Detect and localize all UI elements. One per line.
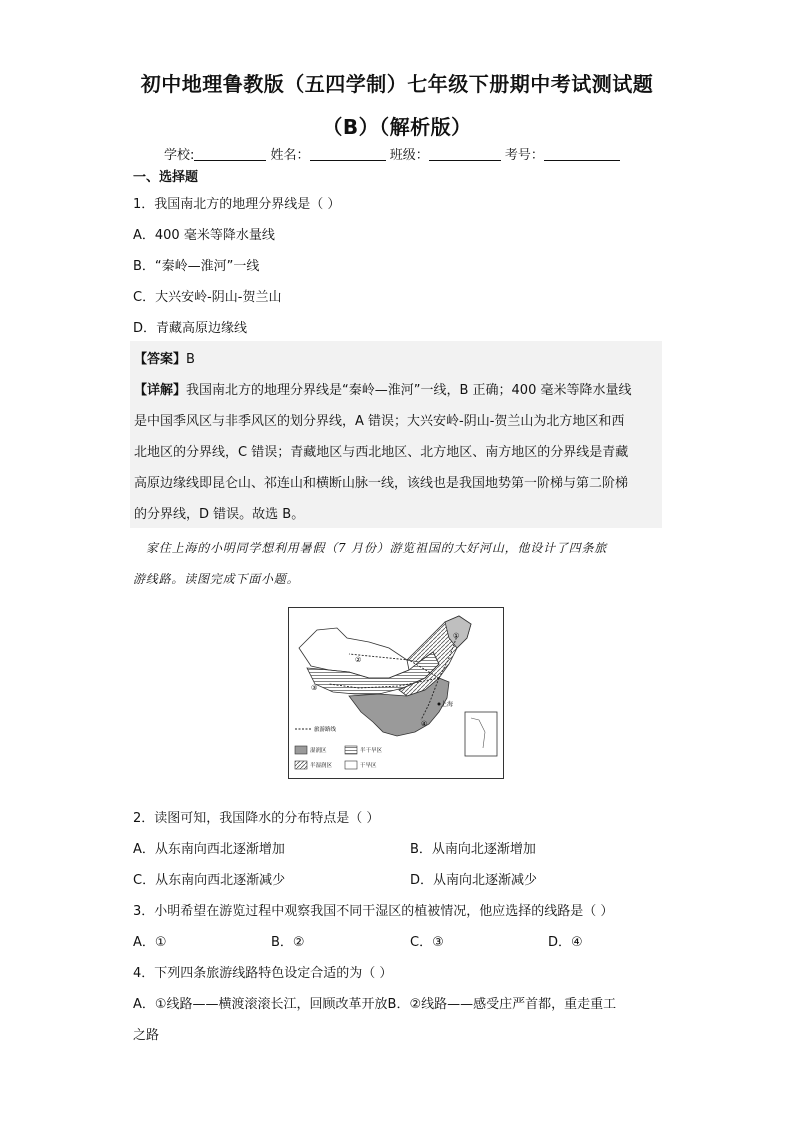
q1-detail-line-3: 北地区的分界线，C 错误；青藏地区与西北地区、北方地区、南方地区的分界线是青藏 bbox=[134, 445, 629, 460]
class-label: 班级： bbox=[389, 148, 429, 163]
q2-option-a: A．从东南向西北逐渐增加 bbox=[133, 842, 285, 857]
q2-stem: 2．读图可知，我国降水的分布特点是（ ） bbox=[133, 811, 380, 826]
q1-detail-line-1 bbox=[134, 379, 631, 398]
legend-semiarid-swatch bbox=[345, 746, 357, 754]
q1-detail-line-4: 高原边缘线即昆仑山、祁连山和横断山脉一线，该线也是我国地势第一阶梯与第二阶梯 bbox=[134, 476, 629, 491]
q2-option-d: D．从南向北逐渐减少 bbox=[410, 873, 538, 888]
q3-option-b: B．② bbox=[271, 935, 305, 950]
route-marker-1: ① bbox=[453, 632, 460, 640]
china-dry-wet-map bbox=[288, 607, 504, 779]
shanghai-dot bbox=[438, 703, 441, 706]
q3-option-d: D．④ bbox=[548, 935, 583, 950]
document-title: 初中地理鲁教版（五四学制）七年级下册期中考试测试题 bbox=[140, 72, 654, 96]
route-marker-4: ④ bbox=[421, 720, 428, 728]
school-blank[interactable] bbox=[194, 148, 266, 161]
city-label-shanghai: 上海 bbox=[441, 701, 454, 708]
south-sea-inset bbox=[465, 712, 497, 756]
legend-humid-swatch bbox=[295, 746, 307, 754]
name-label: 姓名： bbox=[270, 148, 310, 163]
map-svg bbox=[289, 608, 503, 778]
section-heading: 一、选择题 bbox=[133, 170, 199, 185]
route-marker-3: ③ bbox=[311, 684, 318, 692]
q4-options-line-2: 之路 bbox=[133, 1028, 160, 1043]
exam-no-blank[interactable] bbox=[544, 148, 620, 161]
material-line-1: 家住上海的小明同学想利用暑假（7 月份）游览祖国的大好河山，他设计了四条旅 bbox=[146, 541, 608, 555]
q3-stem: 3．小明希望在游览过程中观察我国不同干湿区的植被情况，他应选择的线路是（ ） bbox=[133, 904, 614, 919]
q1-stem: 1．我国南北方的地理分界线是（ ） bbox=[133, 197, 341, 212]
answer-tag: 【答案】 bbox=[134, 352, 187, 367]
legend-humid-label: 湿润区 bbox=[310, 748, 327, 754]
answer-value: B bbox=[186, 352, 195, 367]
class-blank[interactable] bbox=[429, 148, 501, 161]
legend-route-label: 旅游路线 bbox=[314, 727, 337, 733]
detail-text-1: 我国南北方的地理分界线是“秦岭—淮河”一线，B 正确；400 毫米等降水量线 bbox=[186, 383, 632, 398]
legend-semiarid-label: 半干旱区 bbox=[360, 748, 383, 754]
name-blank[interactable] bbox=[310, 148, 386, 161]
legend-arid-label: 干旱区 bbox=[360, 763, 377, 769]
material-line-2: 游线路。读图完成下面小题。 bbox=[133, 572, 300, 586]
detail-tag: 【详解】 bbox=[134, 383, 187, 398]
q1-detail-line-5: 的分界线，D 错误。故选 B。 bbox=[134, 507, 305, 522]
q2-option-c: C．从东南向西北逐渐减少 bbox=[133, 873, 286, 888]
q1-option-c: C．大兴安岭-阴山-贺兰山 bbox=[133, 290, 282, 305]
q1-option-d: D．青藏高原边缘线 bbox=[133, 321, 248, 336]
q1-detail-line-2: 是中国季风区与非季风区的划分界线，A 错误；大兴安岭-阴山-贺兰山为北方地区和西 bbox=[134, 414, 625, 429]
q4-stem: 4．下列四条旅游线路特色设定合适的为（ ） bbox=[133, 966, 393, 981]
legend-semihumid-swatch bbox=[295, 761, 307, 769]
route-marker-2: ② bbox=[355, 656, 362, 664]
q1-answer-box bbox=[130, 341, 662, 528]
q3-option-c: C．③ bbox=[410, 935, 444, 950]
q3-option-a: A．① bbox=[133, 935, 167, 950]
q1-option-a: A．400 毫米等降水量线 bbox=[133, 228, 275, 243]
school-label: 学校: bbox=[164, 148, 195, 163]
q1-option-b: B．“秦岭—淮河”一线 bbox=[133, 259, 260, 274]
student-info-row bbox=[164, 144, 620, 163]
legend-semihumid-label: 半湿润区 bbox=[310, 763, 333, 769]
q2-option-b: B．从南向北逐渐增加 bbox=[410, 842, 536, 857]
document-subtitle: （B）（解析版） bbox=[322, 115, 472, 139]
legend-arid-swatch bbox=[345, 761, 357, 769]
q4-options-line-1: A．①线路——横渡滚滚长江，回顾改革开放B．②线路——感受庄严首都，重走重工 bbox=[133, 997, 617, 1012]
exam-no-label: 考号： bbox=[504, 148, 544, 163]
q1-answer-line bbox=[134, 348, 195, 367]
